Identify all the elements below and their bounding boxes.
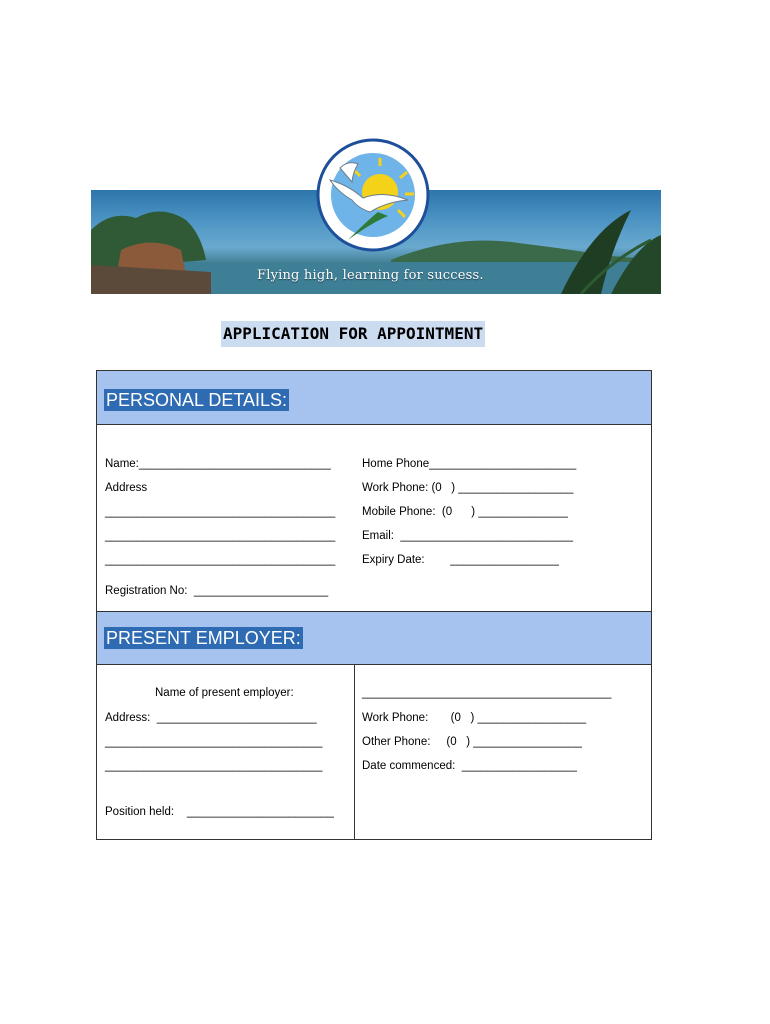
address-line-3[interactable]: ____________________________________ <box>105 554 336 566</box>
present-employer-heading: PRESENT EMPLOYER: <box>106 628 301 648</box>
personal-details-header <box>97 371 651 425</box>
present-employer-header <box>97 611 651 665</box>
employer-address-line-3[interactable]: __________________________________ <box>105 760 323 772</box>
banner-tagline: Flying high, learning for success. <box>257 268 484 283</box>
address-label: Address <box>105 482 148 494</box>
employer-address-field[interactable]: Address: _________________________ <box>105 712 317 724</box>
home-phone-field[interactable]: Home Phone_______________________ <box>362 458 577 470</box>
employer-address-line-2[interactable]: __________________________________ <box>105 736 323 748</box>
date-commenced-field[interactable]: Date commenced: __________________ <box>362 760 577 772</box>
school-logo <box>308 130 438 260</box>
address-line-2[interactable]: ____________________________________ <box>105 530 336 542</box>
employer-name-label: Name of present employer: <box>155 687 294 699</box>
expiry-date-field[interactable]: Expiry Date: _________________ <box>362 554 559 566</box>
work-phone-field[interactable]: Work Phone: (0 ) __________________ <box>362 482 574 494</box>
column-divider <box>354 664 355 840</box>
name-field[interactable]: Name:______________________________ <box>105 458 331 470</box>
position-held-field[interactable]: Position held: _______________________ <box>105 806 334 818</box>
email-field[interactable]: Email: ___________________________ <box>362 530 574 542</box>
employer-other-phone-field[interactable]: Other Phone: (0 ) _________________ <box>362 736 582 748</box>
personal-details-heading: PERSONAL DETAILS: <box>106 390 288 410</box>
employer-name-field[interactable]: _______________________________________ <box>362 687 612 699</box>
document-title: APPLICATION FOR APPOINTMENT <box>221 321 485 347</box>
employer-work-phone-field[interactable]: Work Phone: (0 ) _________________ <box>362 712 587 724</box>
application-form <box>96 370 652 840</box>
address-line-1[interactable]: ____________________________________ <box>105 506 336 518</box>
registration-no-field[interactable]: Registration No: _____________________ <box>105 585 329 597</box>
mobile-phone-field[interactable]: Mobile Phone: (0 ) ______________ <box>362 506 568 518</box>
